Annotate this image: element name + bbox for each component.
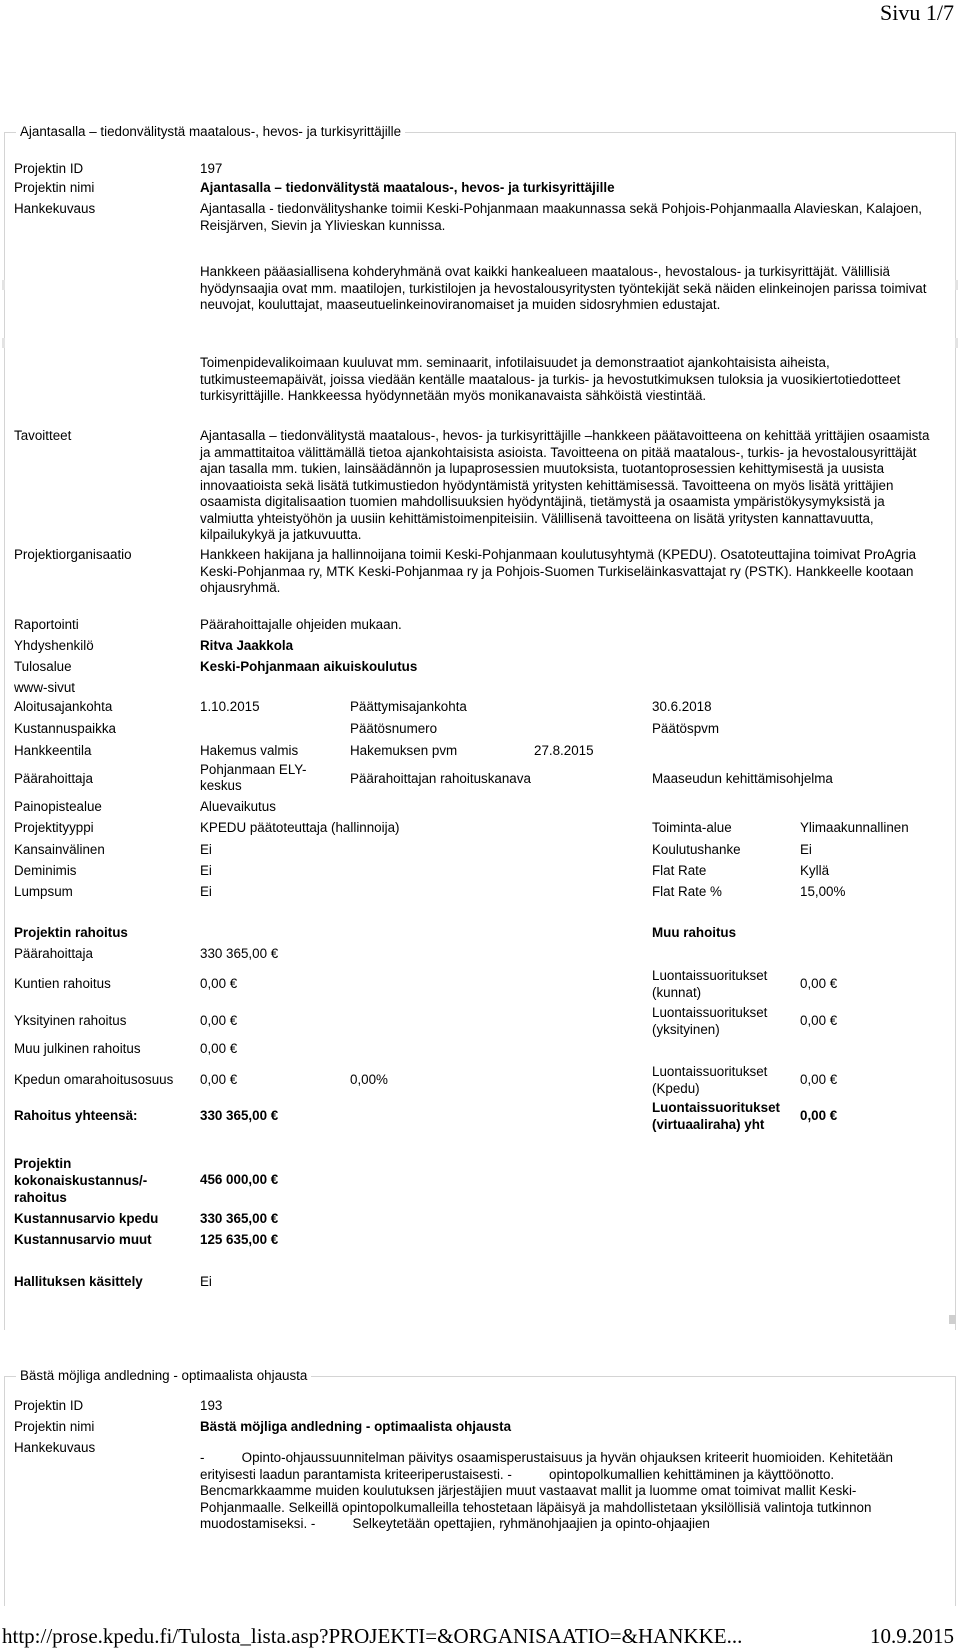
main-funder-value: 330 365,00 € bbox=[200, 946, 279, 961]
unit-value: Keski-Pohjanmaan aikuiskoulutus bbox=[200, 659, 418, 674]
total-cost-value: 456 000,00 € bbox=[200, 1172, 279, 1187]
project-type-value: KPEDU päätoteuttaja (hallinnoija) bbox=[200, 820, 400, 835]
project-legend: Ajantasalla – tiedonvälitystä maatalous-, hevos- ja turkisyrittäjille bbox=[16, 124, 405, 139]
municipal-funding-label: Kuntien rahoitus bbox=[14, 976, 111, 991]
margin-tick bbox=[955, 338, 958, 348]
organisation-label: Projektiorganisaatio bbox=[14, 547, 132, 562]
project-id: 197 bbox=[200, 161, 223, 176]
footer-date: 10.9.2015 bbox=[870, 1624, 954, 1648]
inkind-private-value: 0,00 € bbox=[800, 1013, 838, 1028]
education-project-label: Koulutushanke bbox=[652, 842, 741, 857]
description-paragraph: Toimenpidevalikoimaan kuuluvat mm. seminaarit, infotilaisuudet ja demonstraatiot ajankohtaisista aiheista, tutkimusteemapäivät, joissa viedään kentälle maatalous- ja turkis- ja hevostutkimuksen tuloksia ja vuosikiertotiedotteet turkisyrittäjille. Hankkeessa hyödynnetään myös monikanavaista sähköistä viestintää. bbox=[200, 355, 901, 403]
inkind-total-value: 0,00 € bbox=[800, 1108, 838, 1123]
own-funding-percent: 0,00% bbox=[350, 1072, 388, 1087]
contact-label: Yhdyshenkilö bbox=[14, 638, 94, 653]
www-label: www-sivut bbox=[14, 680, 76, 695]
municipal-funding-value: 0,00 € bbox=[200, 976, 238, 991]
flat-rate-label: Flat Rate bbox=[652, 863, 707, 878]
cost-estimate-kpedu-label: Kustannusarvio kpedu bbox=[14, 1211, 159, 1226]
cost-estimate-other-label: Kustannusarvio muut bbox=[14, 1232, 152, 1247]
end-label: Päättymisajankohta bbox=[350, 699, 467, 714]
project-name-label: Projektin nimi bbox=[14, 180, 95, 195]
funding-title: Projektin rahoitus bbox=[14, 925, 128, 940]
inkind-municipal-label: Luontaissuoritukset (kunnat) bbox=[652, 968, 768, 1000]
description-paragraph: - Opinto-ohjaussuunnitelman päivitys osaamisperustaisuus ja hyvän ohjauksen kriteerit huomioiden. Kehitetään erityisesti laadun parantamista kriteeriperustaisesti. - opintopolkumallien kehittäminen ja käyttöönotto. Bencmarkkaamme muiden koulutuksen järjestäjien muut vastaavat mallit ja luomme omat toimivat mallit Keski-Pohjanmaalle. Selkeillä opintopolkumalleilla tehostetaan läpäisyä ja mahdollistetaan yksilöllisiä valintoja tutkinnon muodostamiseksi. - Selkeytetään opettajien, ryhmänohjaajien ja opinto-ohjaajien bbox=[200, 1450, 897, 1531]
deminimis-value: Ei bbox=[200, 863, 212, 878]
inkind-total-label: Luontaissuoritukset (virtuaaliraha) yht bbox=[652, 1100, 780, 1132]
margin-tick bbox=[2, 280, 5, 290]
state-label: Hankkeentila bbox=[14, 743, 92, 758]
funding-total-value: 330 365,00 € bbox=[200, 1108, 279, 1123]
international-value: Ei bbox=[200, 842, 212, 857]
unit-label: Tulosalue bbox=[14, 659, 72, 674]
project-id: 193 bbox=[200, 1398, 223, 1413]
focus-value: Aluevaikutus bbox=[200, 799, 276, 814]
deminimis-label: Deminimis bbox=[14, 863, 77, 878]
cost-estimate-other-value: 125 635,00 € bbox=[200, 1232, 279, 1247]
area-value: Ylimaakunnallinen bbox=[800, 820, 909, 835]
decision-date-label: Päätöspvm bbox=[652, 721, 719, 736]
project-name: Ajantasalla – tiedonvälitystä maatalous-, hevos- ja turkisyrittäjille bbox=[200, 180, 615, 195]
other-funding-title: Muu rahoitus bbox=[652, 925, 737, 940]
flat-rate-percent-label: Flat Rate % bbox=[652, 884, 722, 899]
other-public-funding-value: 0,00 € bbox=[200, 1041, 238, 1056]
focus-label: Painopistealue bbox=[14, 799, 102, 814]
own-funding-value: 0,00 € bbox=[200, 1072, 238, 1087]
lumpsum-value: Ei bbox=[200, 884, 212, 899]
cost-estimate-kpedu-value: 330 365,00 € bbox=[200, 1211, 279, 1226]
start-label: Aloitusajankohta bbox=[14, 699, 113, 714]
cost-center-label: Kustannuspaikka bbox=[14, 721, 116, 736]
margin-tick bbox=[2, 338, 5, 348]
funding-channel-value: Maaseudun kehittämisohjelma bbox=[652, 771, 833, 786]
area-label: Toiminta-alue bbox=[652, 820, 732, 835]
description-label: Hankekuvaus bbox=[14, 1440, 96, 1455]
flat-rate-percent-value: 15,00% bbox=[800, 884, 846, 899]
funding-channel-label: Päärahoittajan rahoituskanava bbox=[350, 771, 531, 786]
decision-number-label: Päätösnumero bbox=[350, 721, 438, 736]
inkind-municipal-value: 0,00 € bbox=[800, 976, 838, 991]
reporting-value: Päärahoittajalle ohjeiden mukaan. bbox=[200, 617, 402, 632]
organisation-text: Hankkeen hakijana ja hallinnoijana toimii Keski-Pohjanmaan koulutusyhtymä (KPEDU). Osatoteuttajina toimivat ProAgria Keski-Pohjanmaa ry, MTK Keski-Pohjanmaa ry ja Pohjois-Suomen Turkiseläinkasvattajat ry (PSTK). Hankkeelle kootaan ohjausryhmä. bbox=[200, 547, 917, 595]
project-id-label: Projektin ID bbox=[14, 161, 84, 176]
end-value: 30.6.2018 bbox=[652, 699, 712, 714]
funder-value: Pohjanmaan ELY-keskus bbox=[200, 762, 307, 793]
description-paragraph: Hankkeen pääasiallisena kohderyhmänä ovat kaikki hankealueen maatalous-, hevostalous- ja turkisyrittäjät. Välillisiä hyödynsaajia ovat mm. maatilojen, turkistilojen ja hevostalousyritysten työntekijät sekä näiden elinkeinojen parissa toimivat neuvojat, kouluttajat, maaseutuelinkeinoviranomaiset ja muiden sidosryhmien edustajat. bbox=[200, 264, 927, 312]
board-handling-value: Ei bbox=[200, 1274, 212, 1289]
inkind-private-label: Luontaissuoritukset (yksityinen) bbox=[652, 1005, 768, 1037]
total-cost-label: Projektin kokonaiskustannus/-rahoitus bbox=[14, 1156, 148, 1205]
goals-label: Tavoitteet bbox=[14, 428, 72, 443]
funding-total-label: Rahoitus yhteensä: bbox=[14, 1108, 138, 1123]
corner-marker bbox=[949, 1315, 956, 1324]
inkind-kpedu-label: Luontaissuoritukset (Kpedu) bbox=[652, 1064, 768, 1096]
application-date-value: 27.8.2015 bbox=[534, 743, 594, 758]
project-legend: Bästä möjliga andledning - optimaalista ohjausta bbox=[16, 1368, 311, 1383]
description-label: Hankekuvaus bbox=[14, 201, 96, 216]
board-handling-label: Hallituksen käsittely bbox=[14, 1274, 143, 1289]
start-value: 1.10.2015 bbox=[200, 699, 260, 714]
goals-text: Ajantasalla – tiedonvälitystä maatalous-, hevos- ja turkisyrittäjille –hankkeen päätavoitteena on kehittää yrittäjien osaamista ja ammattitaitoa välittämällä tietoa ajankohtaisista asioista. Tavoitteena on pitää maatalous-, turkis- ja hevostalousyrittäjät ajan tasalla mm. tukien, lainsäädännön ja lupaprosessien muutoksista, tuotantoprosessien kehittymisestä ja uusista innovaatioista sekä lisätä tutkimustiedon hyödyntämistä yritysten kehittämisessä. Tavoitteena on myös lisätä yrittäjien osaamista digitalisaation tuomien mahdollisuuksien hyödyntäjinä, tietämystä ja osaamista ympäristökysymyksistä ja valmiutta yhteistyöhön ja uusiin kehittämistoimenpiteisiin. Välillisenä tavoitteena on lisätä yritysten kannattavuutta, kilpailukykyä ja jatkuvuutta. bbox=[200, 428, 930, 542]
description-paragraph: Ajantasalla - tiedonvälityshanke toimii Keski-Pohjanmaan maakunnassa sekä Pohjois-Pohjanmaalla Alavieskan, Kalajoen, Reisjärven, Sievin ja Ylivieskan kunnissa. bbox=[200, 201, 923, 233]
lumpsum-label: Lumpsum bbox=[14, 884, 73, 899]
private-funding-value: 0,00 € bbox=[200, 1013, 238, 1028]
private-funding-label: Yksityinen rahoitus bbox=[14, 1013, 127, 1028]
project-id-label: Projektin ID bbox=[14, 1398, 84, 1413]
application-date-label: Hakemuksen pvm bbox=[350, 743, 458, 758]
international-label: Kansainvälinen bbox=[14, 842, 105, 857]
other-public-funding-label: Muu julkinen rahoitus bbox=[14, 1041, 141, 1056]
education-project-value: Ei bbox=[800, 842, 812, 857]
reporting-label: Raportointi bbox=[14, 617, 79, 632]
contact-value: Ritva Jaakkola bbox=[200, 638, 294, 653]
margin-tick bbox=[955, 280, 958, 290]
funder-label: Päärahoittaja bbox=[14, 771, 93, 786]
state-value: Hakemus valmis bbox=[200, 743, 299, 758]
inkind-kpedu-value: 0,00 € bbox=[800, 1072, 838, 1087]
main-funder-label: Päärahoittaja bbox=[14, 946, 93, 961]
project-name: Bästä möjliga andledning - optimaalista ohjausta bbox=[200, 1419, 512, 1434]
footer-url: http://prose.kpedu.fi/Tulosta_lista.asp?PROJEKTI=&ORGANISAATIO=&HANKKE... bbox=[2, 1624, 743, 1648]
flat-rate-value: Kyllä bbox=[800, 863, 830, 878]
page-number: Sivu 1/7 bbox=[880, 0, 954, 25]
project-type-label: Projektityyppi bbox=[14, 820, 94, 835]
own-funding-label: Kpedun omarahoitusosuus bbox=[14, 1072, 174, 1087]
project-name-label: Projektin nimi bbox=[14, 1419, 95, 1434]
